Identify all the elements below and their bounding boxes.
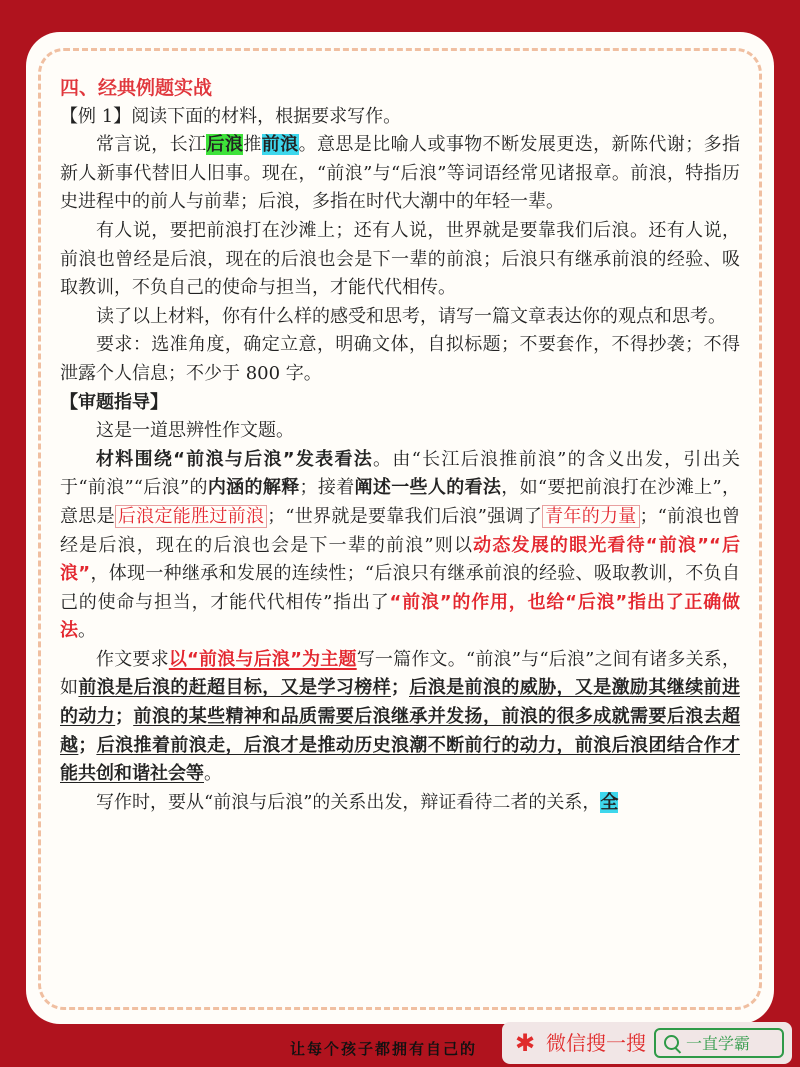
red-bold-underlined-run: 以“前浪与后浪”为主题 <box>168 648 357 670</box>
text-run: ； <box>391 677 409 699</box>
example-prompt <box>60 103 740 132</box>
section-title: 四、经典例题实战 <box>60 77 213 99</box>
text-run: ；“前浪也曾经是后浪，现在的后浪也会是下一辈的前浪”则以 <box>60 505 740 556</box>
text-run: 写一篇作文。“前浪”与“后浪”之间有诸多关系，如 <box>60 648 740 699</box>
wechat-search-label: 微信搜一搜 <box>546 1031 646 1055</box>
bold-underlined-run: 前浪是后浪的赶超目标，又是学习榜样 <box>78 677 391 699</box>
bold-underlined-run: 前浪的某些精神和品质需要后浪继承并发扬，前浪的很多成就需要后浪去超越 <box>60 706 741 756</box>
article-body <box>60 74 740 817</box>
text-run: 。意思是比喻人或事物不断发展更迭，新陈代谢；多指新人新事代替旧人旧事。现在，“前浪”与“后浪”等词语经常见诸报章。前浪，特指历史进程中的前人与前辈；后浪，多指在时代大潮中的年轻一辈。 <box>60 134 741 213</box>
text-run: 推 <box>243 134 262 156</box>
highlight-qianlang: 前浪 <box>261 134 299 156</box>
text-run: 。 <box>78 620 96 642</box>
text-run: ； <box>78 734 97 756</box>
material-paragraph-3: 读了以上材料，你有什么样的感受和思考，请写一篇文章表达你的观点和思考。 <box>96 305 726 327</box>
footer-slogan: 让每个孩子都拥有自己的 <box>290 1040 478 1058</box>
example-prompt-text: 阅读下面的材料，根据要求写作。 <box>131 105 402 127</box>
wechat-search-logo-icon: ✱ <box>514 1029 536 1057</box>
boxed-red-run: 青年的力量 <box>542 505 639 528</box>
text-run: 写作时，要从“前浪与后浪”的关系出发，辩证看待二者的关系， <box>96 791 601 813</box>
content-card <box>26 32 774 1024</box>
text-run: 。由“长江后浪推前浪”的含义出发，引出关于“前浪”“后浪”的 <box>60 448 740 499</box>
material-paragraph-1 <box>60 131 740 217</box>
text-run: ； <box>115 706 134 728</box>
guide-paragraph-3 <box>60 646 740 789</box>
text-run: 常言说，长江 <box>96 134 207 156</box>
guide-heading: 【审题指导】 <box>60 391 168 413</box>
wechat-search-widget[interactable] <box>502 1022 792 1064</box>
requirements-paragraph: 要求：选准角度，确定立意，明确文体，自拟标题；不要套作，不得抄袭；不得泄露个人信息；不少于 800 字。 <box>60 334 740 384</box>
red-bold-run: 动态发展的眼光看待“前浪”“后浪” <box>60 534 740 585</box>
guide-paragraph-2 <box>60 446 740 646</box>
search-text: 一直学霸 <box>686 1034 751 1053</box>
search-box[interactable] <box>654 1028 784 1058</box>
bold-run: 内涵的解释 <box>207 477 300 499</box>
bold-underlined-run: 后浪是前浪的威胁，又是激励其继续前进的动力 <box>60 677 740 728</box>
red-bold-run: “前浪”的作用，也给“后浪”指出了正确做法 <box>60 591 740 642</box>
guide-paragraph-4 <box>60 789 740 818</box>
example-label: 【例 1】 <box>60 105 132 127</box>
text-run: 。 <box>204 763 222 785</box>
highlight-houlang: 后浪 <box>206 134 244 156</box>
search-icon <box>664 1035 679 1050</box>
bold-run: 阐述一些人的看法 <box>354 477 502 499</box>
material-paragraph-2: 有人说，要把前浪打在沙滩上；还有人说，世界就是要靠我们后浪。还有人说，前浪也曾经是后浪，现在的后浪也会是下一辈的前浪；后浪只有继承前浪的经验、吸取教训，不负自己的使命与担当，才能代代相传。 <box>60 219 740 299</box>
highlight-quan: 全 <box>600 791 619 813</box>
boxed-red-run: 后浪定能胜过前浪 <box>115 505 267 528</box>
bold-underlined-run: 后浪推着前浪走，后浪才是推动历史浪潮不断前行的动力，前浪后浪团结合作才能共创和谐社会等 <box>60 734 740 785</box>
text-run: ；“世界就是要靠我们后浪”强调了 <box>267 505 543 527</box>
text-run: 作文要求 <box>96 648 169 670</box>
text-run: ，如“要把前浪打在沙滩上”，意思是 <box>60 477 741 527</box>
text-run: ；接着 <box>299 477 355 499</box>
text-run: ，体现一种继承和发展的连续性；“后浪只有继承前浪的经验、吸取教训，不负自己的使命与担当，才能代代相传”指出了 <box>60 563 740 613</box>
guide-paragraph-1: 这是一道思辨性作文题。 <box>96 420 294 442</box>
bold-run: 材料围绕“前浪与后浪”发表看法 <box>96 448 374 470</box>
